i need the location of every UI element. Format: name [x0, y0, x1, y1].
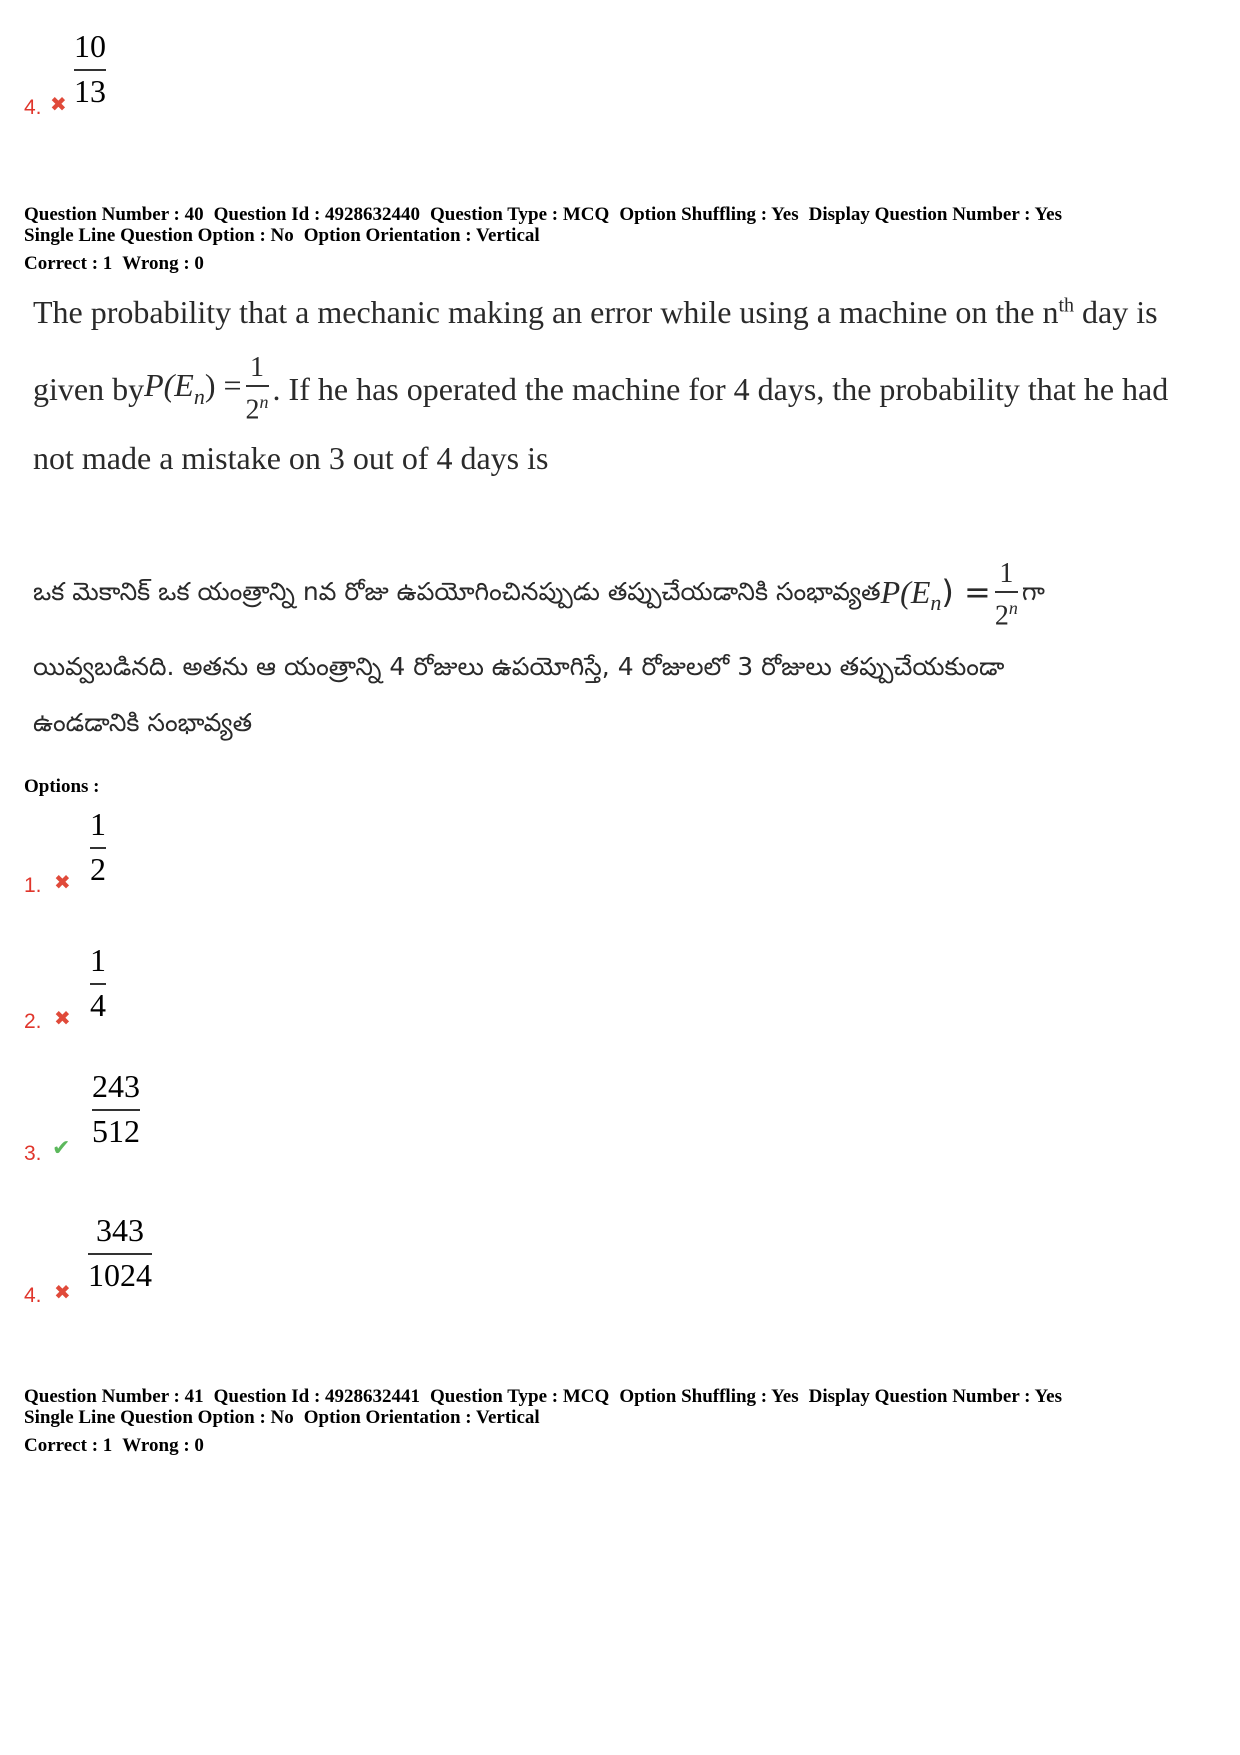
- question-text-english-line-2: given by $P(E_n)$ = 1 2$^n$ . If he has operated the machine for 4 days, the probability that he had: [33, 352, 1169, 426]
- option-number: 4.: [24, 1284, 42, 1307]
- formula-fraction: 1 2$^n$: [245, 352, 269, 426]
- question-meta: [24, 204, 1072, 274]
- fraction-bar: [90, 847, 106, 849]
- question-text-telugu-line-2: యివ్వబడినది. అతను ఆ యంత్రాన్ని 4 రోజులు ఉపయోగిస్తే, 4 రోజులలో 3 రోజులు తప్పుచేయకుండా: [33, 652, 1005, 681]
- option-number: 2.: [24, 1010, 42, 1033]
- option-number: 1.: [24, 874, 42, 897]
- meta-line-2: Single Line Question Option : No Option Orientation : Vertical: [24, 1407, 540, 1428]
- question-text-english-line-1: The probability that a mechanic making an error while using a machine on the $n^{th}$ day is: [33, 294, 1158, 330]
- denominator: 2: [90, 850, 106, 887]
- probability-formula: $P(E_n)$ =: [144, 367, 242, 409]
- fraction-bar: [74, 69, 106, 71]
- denominator: 13: [74, 72, 106, 109]
- formula-fraction: 1 2$^n$: [994, 558, 1018, 632]
- option-number: 3.: [24, 1142, 42, 1165]
- x-icon: ✖: [50, 92, 67, 116]
- question-text-telugu-line-3: ఉండడానికి సంభావ్యత: [33, 708, 253, 737]
- question-text-english-line-3: not made a mistake on 3 out of 4 days is: [33, 440, 549, 476]
- option-fraction: [74, 30, 106, 108]
- option-number: 4.: [24, 96, 42, 119]
- probability-formula: $P(E_n)$ =: [880, 572, 991, 616]
- x-icon: ✖: [54, 1280, 71, 1304]
- meta-line-3: Correct : 1 Wrong : 0: [24, 253, 204, 274]
- numerator: 343: [96, 1212, 144, 1248]
- fraction-bar: [92, 1109, 140, 1111]
- x-icon: ✖: [54, 870, 71, 894]
- option-fraction: [92, 1070, 140, 1148]
- question-text-telugu-line-1: ఒక మెకానిక్ ఒక యంత్రాన్ని nవ రోజు ఉపయోగించినప్పుడు తప్పుచేయడానికి సంభావ్యత $P(E_n)$ = 1 2$^n$ గా: [33, 558, 1045, 632]
- numerator: 1: [90, 942, 106, 978]
- numerator: 1: [90, 806, 106, 842]
- meta-line-1: Question Number : 40 Question Id : 4928632440 Question Type : MCQ Option Shuffling : Yes Display Question Number : Yes: [24, 204, 1062, 225]
- denominator: 1024: [88, 1256, 152, 1293]
- denominator: 4: [90, 986, 106, 1023]
- meta-line-1: Question Number : 41 Question Id : 4928632441 Question Type : MCQ Option Shuffling : Yes Display Question Number : Yes: [24, 1386, 1062, 1407]
- option-fraction: [88, 1214, 152, 1292]
- question-meta: [24, 1386, 1072, 1456]
- check-icon: ✔: [52, 1136, 71, 1161]
- numerator: 243: [92, 1068, 140, 1104]
- meta-line-2: Single Line Question Option : No Option Orientation : Vertical: [24, 225, 540, 246]
- numerator: 10: [74, 28, 106, 64]
- fraction-bar: [88, 1253, 152, 1255]
- meta-line-3: Correct : 1 Wrong : 0: [24, 1435, 204, 1456]
- denominator: 512: [92, 1112, 140, 1149]
- x-icon: ✖: [54, 1006, 71, 1030]
- options-label: Options :: [24, 776, 100, 797]
- option-fraction: [90, 808, 106, 886]
- option-fraction: [90, 944, 106, 1022]
- fraction-bar: [90, 983, 106, 985]
